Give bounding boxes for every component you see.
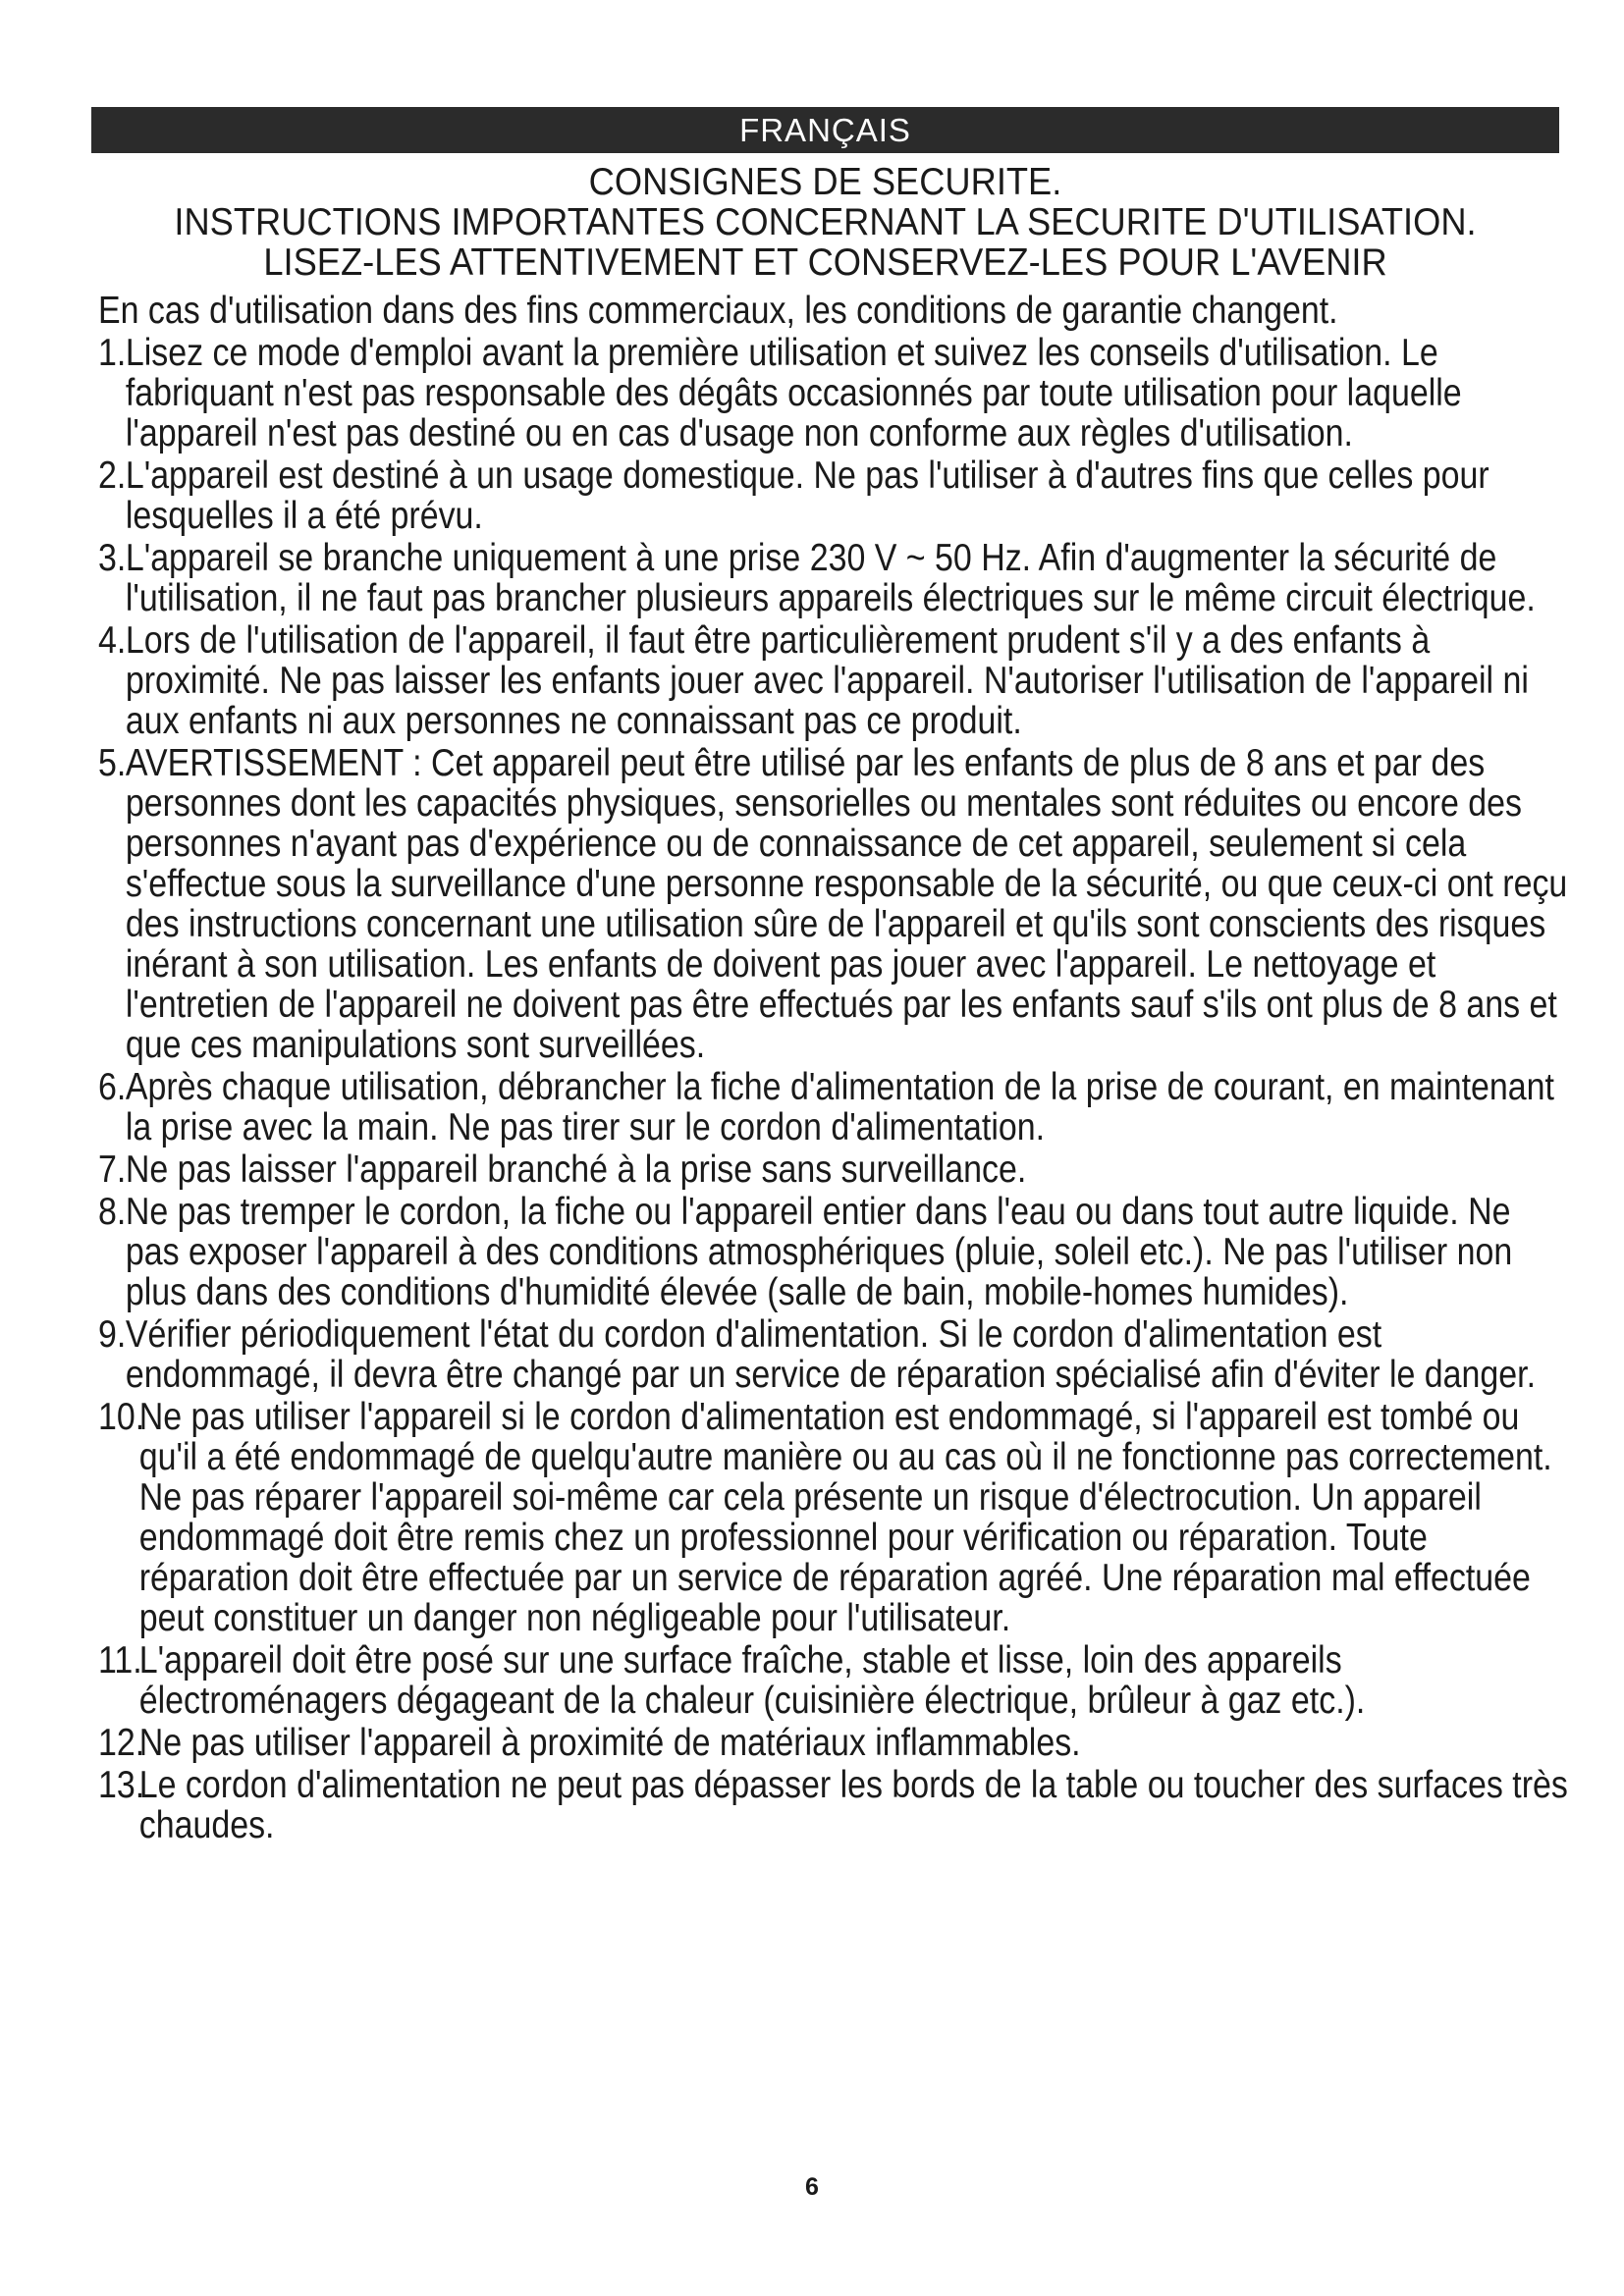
item-number: 5.: [98, 742, 127, 784]
item-number: 6.: [98, 1066, 127, 1108]
item-number: 10.: [98, 1396, 145, 1438]
language-banner: FRANÇAIS: [91, 107, 1559, 153]
page-title: CONSIGNES DE SECURITE.: [588, 161, 1062, 203]
list-item: [98, 1067, 1569, 1148]
item-number: 2.: [98, 454, 127, 497]
page-subtitle-2: LISEZ-LES ATTENTIVEMENT ET CONSERVEZ-LES POUR L'AVENIR: [263, 241, 1387, 284]
list-item: [98, 620, 1569, 741]
item-text: Ne pas utiliser l'appareil si le cordon d'alimentation est endommagé, si l'appareil est tombé ou qu'il a été endommagé de quelqu'autre manière ou au cas où il ne fonctionne pas correctement. Ne pas réparer l'appareil soi-même car cela présente un risque d'électrocution. Un appareil endommagé doit être remis chez un professionnel pour vérification ou réparation. Toute réparation doit être effectuée par un service de réparation agréé. Une réparation mal effectuée peut constituer un danger non négligeable pour l'utilisateur.: [138, 1396, 1552, 1639]
item-text: AVERTISSEMENT : Cet appareil peut être utilisé par les enfants de plus de 8 ans et par des personnes dont les capacités physiques, sensorielles ou mentales sont réduites ou encore des personnes n'ayant pas d'expérience ou de connaissance de cet appareil, seulement si cela s'effectue sous la surveillance d'une personne responsable de la sécurité, ou que ceux-ci ont reçu des instructions concernant une utilisation sûre de l'appareil et qu'ils sont conscients des risques inérant à son utilisation. Les enfants de doivent pas jouer avec l'appareil. Le nettoyage et l'entretien de l'appareil ne doivent pas être effectués par les enfants sauf s'ils ont plus de 8 ans et que ces manipulations sont surveillées.: [125, 742, 1568, 1066]
list-item: [98, 1314, 1569, 1395]
list-item: [98, 743, 1569, 1065]
item-text: Ne pas tremper le cordon, la fiche ou l'appareil entier dans l'eau ou dans tout autre liquide. Ne pas exposer l'appareil à des conditions atmosphériques (pluie, soleil etc.). Ne pas l'utiliser non plus dans des conditions d'humidité élevée (salle de bain, mobile-homes humides).: [125, 1191, 1513, 1313]
item-text: Lisez ce mode d'emploi avant la première utilisation et suivez les conseils d'utilisation. Le fabriquant n'est pas responsable des dégâts occasionnés par toute utilisation pour laquelle l'appareil n'est pas destiné ou en cas d'usage non conforme aux règles d'utilisation.: [125, 332, 1462, 454]
list-item: [98, 1640, 1583, 1721]
list-item: [98, 1397, 1583, 1638]
list-item: [98, 538, 1569, 618]
item-text: Lors de l'utilisation de l'appareil, il faut être particulièrement prudent s'il y a des enfants à proximité. Ne pas laisser les enfants jouer avec l'appareil. N'autoriser l'utilisation de l'appareil ni aux enfants ni aux personnes ne connaissant pas ce produit.: [125, 619, 1529, 742]
item-text: Le cordon d'alimentation ne peut pas dépasser les bords de la table ou toucher des surfaces très chaudes.: [138, 1764, 1568, 1846]
item-number: 8.: [98, 1191, 127, 1233]
item-text: Ne pas laisser l'appareil branché à la prise sans surveillance.: [125, 1148, 1027, 1191]
item-text: Après chaque utilisation, débrancher la fiche d'alimentation de la prise de courant, en maintenant la prise avec la main. Ne pas tirer sur le cordon d'alimentation.: [125, 1066, 1554, 1148]
item-number: 11.: [98, 1639, 142, 1682]
item-number: 9.: [98, 1313, 127, 1356]
item-text: L'appareil est destiné à un usage domestique. Ne pas l'utiliser à d'autres fins que celles pour lesquelles il a été prévu.: [125, 454, 1489, 537]
heading-block: [91, 162, 1559, 283]
page-number: 6: [805, 2173, 819, 2201]
list-item: [98, 455, 1569, 536]
list-item: [98, 333, 1569, 454]
item-number: 3.: [98, 537, 127, 579]
item-number: 12.: [98, 1722, 145, 1764]
item-text: Ne pas utiliser l'appareil à proximité de matériaux inflammables.: [138, 1722, 1081, 1764]
list-item: [98, 1192, 1569, 1312]
list-item: [98, 1765, 1583, 1845]
intro-paragraph: En cas d'utilisation dans des fins commerciaux, les conditions de garantie changent.: [98, 290, 1338, 332]
item-text: L'appareil doit être posé sur une surface fraîche, stable et lisse, loin des appareils électroménagers dégageant de la chaleur (cuisinière électrique, brûleur à gaz etc.).: [138, 1639, 1366, 1722]
item-number: 13.: [98, 1764, 145, 1806]
list-item: [98, 1149, 1569, 1190]
item-text: L'appareil se branche uniquement à une prise 230 V ~ 50 Hz. Afin d'augmenter la sécurité de l'utilisation, il ne faut pas brancher plusieurs appareils électriques sur le même circuit électrique.: [125, 537, 1536, 619]
safety-rules-list: [98, 333, 1571, 1845]
page-subtitle: INSTRUCTIONS IMPORTANTES CONCERNANT LA SECURITE D'UTILISATION.: [174, 201, 1477, 243]
item-number: 7.: [98, 1148, 127, 1191]
item-number: 1.: [98, 332, 127, 374]
item-text: Vérifier périodiquement l'état du cordon d'alimentation. Si le cordon d'alimentation est endommagé, il devra être changé par un service de réparation spécialisé afin d'éviter le danger.: [125, 1313, 1537, 1396]
list-item: [98, 1723, 1583, 1763]
instructions-body: [98, 291, 1571, 1845]
item-number: 4.: [98, 619, 127, 662]
